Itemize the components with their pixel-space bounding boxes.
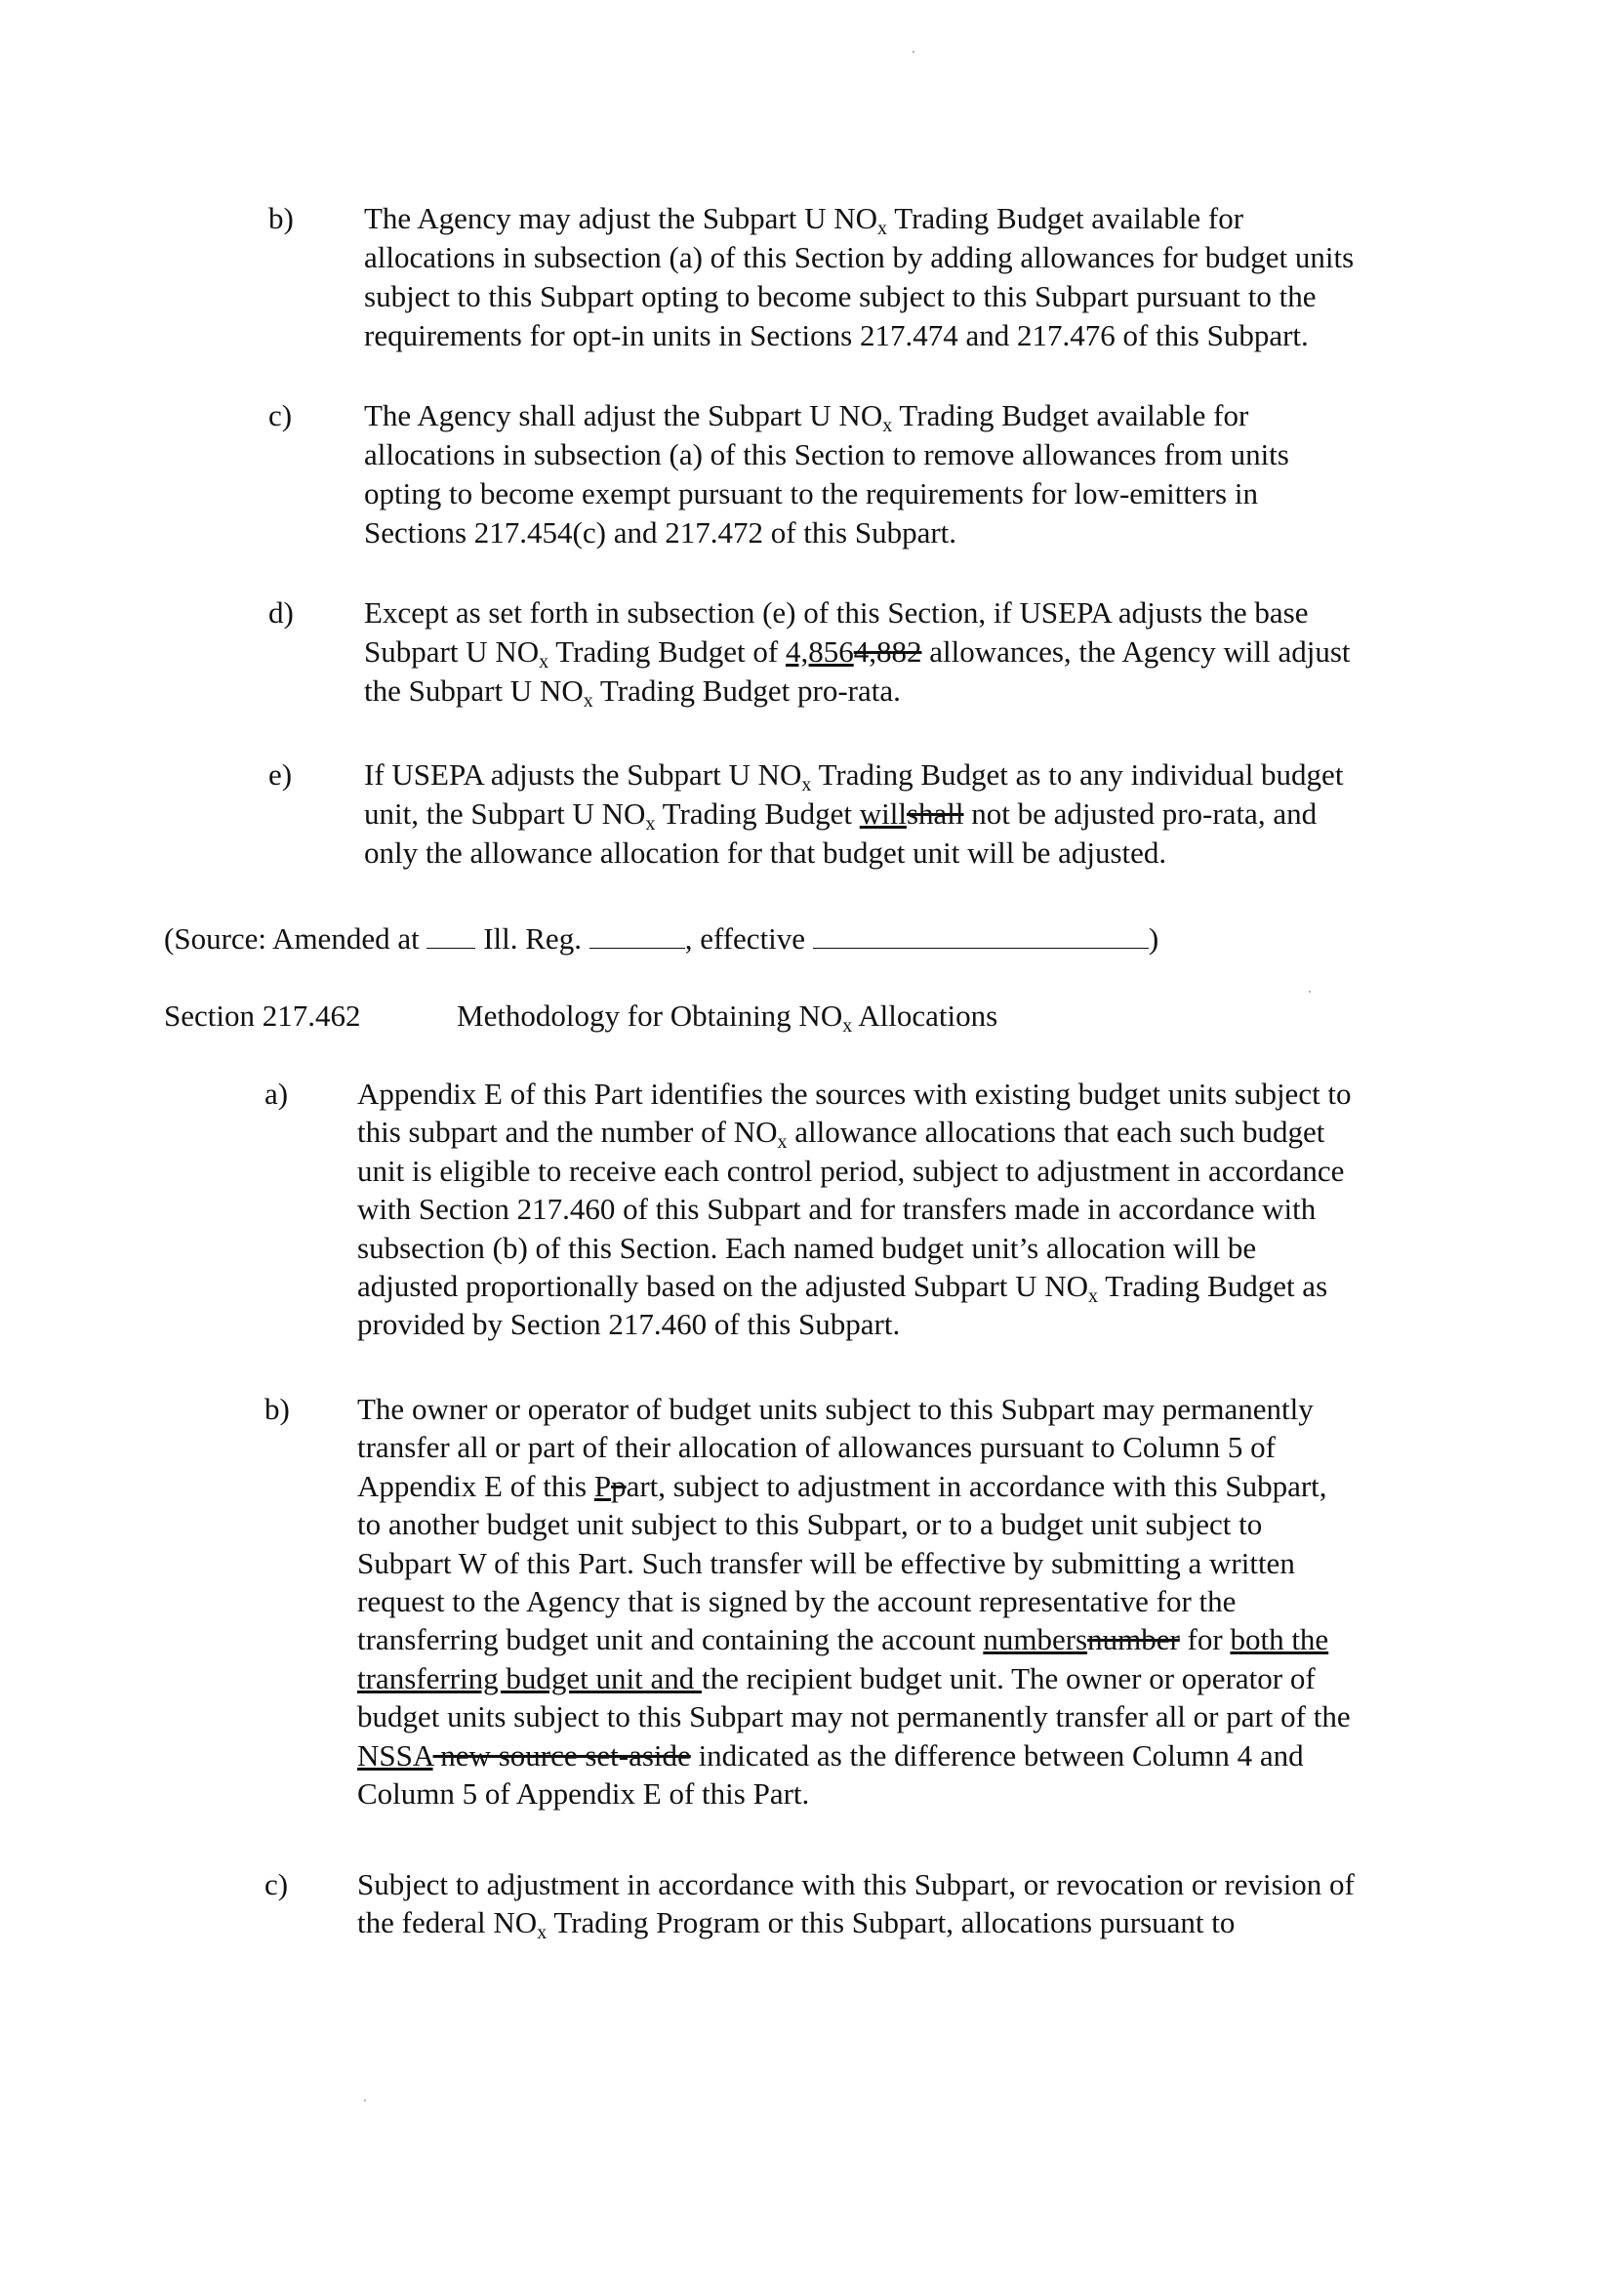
- paragraph-label: c): [264, 1867, 289, 1901]
- text-run: Subpart U NO: [364, 634, 540, 669]
- source-reg: Ill. Reg.: [475, 921, 589, 956]
- paragraph-body: [357, 1865, 1355, 1942]
- inserted-text: P: [593, 1468, 612, 1503]
- text-run: Trading Budget pro-rata.: [592, 673, 901, 708]
- text-line: [357, 1774, 1351, 1813]
- text-run: Trading Budget available for: [887, 201, 1244, 235]
- section-heading: [164, 997, 997, 1035]
- paragraph-label: d): [268, 595, 294, 630]
- text-run: unit, the Subpart U NO: [364, 796, 646, 831]
- text-line: [357, 1152, 1352, 1190]
- text-line: [357, 1544, 1351, 1582]
- text-run: adjusted proportionally based on the adjusted Subpart U NO: [357, 1269, 1089, 1304]
- deleted-text: new source set-aside: [432, 1737, 691, 1773]
- text-line: [357, 1267, 1352, 1308]
- text-run: Trading Budget available for: [892, 398, 1249, 432]
- deleted-text: number: [1087, 1622, 1180, 1657]
- text-run: Trading Budget as to any individual budget: [811, 757, 1344, 792]
- text-line: [357, 1075, 1352, 1113]
- text-run: Trading Budget: [655, 796, 860, 831]
- blank-volume[interactable]: [426, 921, 475, 949]
- paragraph-label: c): [268, 398, 293, 432]
- paragraph-body: [364, 396, 1289, 552]
- text-run: the federal NO: [357, 1905, 538, 1940]
- text-run: Sections 217.454(c) and 217.472 of this Subpart.: [364, 515, 957, 550]
- text-run: transferring budget unit and containing the account: [357, 1622, 984, 1657]
- text-line: [357, 1305, 1352, 1343]
- subscript: x: [801, 774, 812, 795]
- text-run: allocations in subsection (a) of this Section by adding allowances for budget units: [364, 240, 1355, 274]
- text-run: Trading Budget of: [548, 634, 786, 669]
- text-run: Subpart W of this Part. Such transfer will be effective by submitting a written: [357, 1545, 1295, 1580]
- paragraph-body: [364, 755, 1343, 873]
- inserted-text: 4,856: [785, 634, 854, 669]
- paragraph-body: [364, 593, 1351, 711]
- text-run: Trading Program or this Subpart, allocations pursuant to: [547, 1905, 1236, 1940]
- text-run: The Agency shall adjust the Subpart U NO: [364, 398, 883, 432]
- source-note: [164, 919, 1158, 958]
- paragraph-body: [357, 1075, 1352, 1344]
- text-line: [364, 593, 1351, 632]
- text-run: requirements for opt-in units in Sections 217.474 and 217.476 of this Subpart.: [364, 318, 1309, 352]
- text-line: [357, 1582, 1351, 1620]
- blank-effective-date[interactable]: [813, 921, 1149, 949]
- text-line: [364, 672, 1351, 711]
- inserted-text: NSSA: [357, 1737, 433, 1773]
- text-run: with Section 217.460 of this Subpart and for transfers made in accordance with: [357, 1192, 1317, 1227]
- text-run: The Agency may adjust the Subpart U NO: [364, 201, 878, 235]
- text-line: [357, 1190, 1352, 1228]
- subscript: x: [583, 690, 593, 712]
- subscript: x: [1088, 1285, 1099, 1308]
- text-run: for: [1179, 1622, 1231, 1657]
- text-line: [364, 396, 1289, 435]
- deleted-text: 4,882: [853, 634, 922, 669]
- source-close: ): [1148, 921, 1159, 956]
- text-line: [364, 834, 1343, 873]
- subscript: x: [645, 813, 656, 835]
- text-run: Appendix E of this Part identifies the sources with existing budget units subject to: [357, 1077, 1352, 1111]
- text-run: request to the Agency that is signed by the account representative for the: [357, 1584, 1237, 1619]
- text-line: [364, 277, 1354, 316]
- subscript: x: [877, 218, 888, 239]
- inserted-text: numbers: [983, 1622, 1088, 1657]
- text-run: budget units subject to this Subpart may not permanently transfer all or part of the: [357, 1699, 1351, 1734]
- scan-speck: [1309, 991, 1311, 993]
- text-line: [357, 1467, 1351, 1505]
- text-run: only the allowance allocation for that budget unit will be adjusted.: [364, 835, 1167, 870]
- scan-speck: [364, 2099, 366, 2101]
- text-line: [364, 316, 1354, 355]
- paragraph-label: e): [268, 757, 293, 792]
- text-run: transfer all or part of their allocation of allowances pursuant to Column 5 of: [357, 1430, 1276, 1465]
- paragraph-label: b): [268, 201, 294, 235]
- paragraph-body: [364, 199, 1354, 355]
- text-line: [364, 199, 1354, 238]
- text-run: this subpart and the number of NO: [357, 1115, 778, 1150]
- deleted-text: shall: [906, 796, 964, 831]
- text-run: subject to this Subpart opting to become subject to this Subpart pursuant to the: [364, 279, 1317, 313]
- subscript: x: [777, 1131, 788, 1154]
- text-run: The owner or operator of budget units subject to this Subpart may permanently: [357, 1392, 1314, 1426]
- text-run: Subject to adjustment in accordance with this Subpart, or revocation or revision of: [357, 1867, 1355, 1901]
- blank-page[interactable]: [589, 921, 685, 949]
- text-run: art, subject to adjustment in accordance with this Subpart,: [626, 1468, 1327, 1503]
- text-line: [357, 1903, 1355, 1944]
- text-run: opting to become exempt pursuant to the requirements for low-emitters in: [364, 476, 1258, 510]
- text-line: [357, 1697, 1351, 1735]
- text-line: [364, 795, 1343, 834]
- text-line: [357, 1428, 1351, 1466]
- text-run: the Subpart U NO: [364, 673, 584, 708]
- subscript: x: [539, 651, 549, 672]
- text-line: [357, 1620, 1351, 1658]
- text-run: provided by Section 217.460 of this Subpart.: [357, 1307, 901, 1342]
- text-run: Trading Budget as: [1098, 1269, 1328, 1304]
- text-run: Appendix E of this: [357, 1468, 594, 1503]
- subscript: x: [537, 1922, 548, 1944]
- inserted-text: transferring budget unit and: [357, 1660, 702, 1695]
- text-run: If USEPA adjusts the Subpart U NO: [364, 757, 802, 792]
- text-line: [364, 238, 1354, 277]
- source-effective: , effective: [684, 921, 813, 956]
- inserted-text: both the: [1230, 1622, 1329, 1657]
- inserted-text: will: [859, 796, 907, 831]
- text-run: allowances, the Agency will adjust: [921, 634, 1351, 669]
- text-run: unit is eligible to receive each control period, subject to adjustment in accordance: [357, 1153, 1345, 1188]
- scan-speck: [913, 51, 914, 53]
- text-line: [357, 1229, 1352, 1267]
- section-number: Section 217.462: [164, 998, 361, 1033]
- text-line: [364, 474, 1289, 513]
- text-run: to another budget unit subject to this Subpart, or to a budget unit subject to: [357, 1507, 1263, 1542]
- deleted-text: p: [611, 1468, 627, 1503]
- text-run: Except as set forth in subsection (e) of this Section, if USEPA adjusts the base: [364, 595, 1309, 630]
- text-run: subsection (b) of this Section. Each named budget unit’s allocation will be: [357, 1230, 1257, 1265]
- paragraph-body: [357, 1390, 1351, 1813]
- text-line: [357, 1736, 1351, 1774]
- text-line: [357, 1390, 1351, 1428]
- text-line: [364, 632, 1351, 672]
- text-line: [364, 755, 1343, 795]
- text-line: [357, 1113, 1352, 1154]
- text-run: Column 5 of Appendix E of this Part.: [357, 1776, 810, 1812]
- paragraph-label: b): [264, 1392, 290, 1426]
- section-title: Methodology for Obtaining $NO_x$ Allocations: [457, 998, 998, 1037]
- paragraph-label: a): [264, 1077, 289, 1111]
- source-open: (Source: Amended at: [164, 921, 427, 956]
- text-line: [364, 513, 1289, 552]
- text-run: not be adjusted pro-rata, and: [963, 796, 1318, 831]
- text-run: indicated as the difference between Column 4 and: [690, 1737, 1304, 1773]
- text-line: [357, 1659, 1351, 1697]
- text-line: [364, 435, 1289, 474]
- text-run: the recipient budget unit. The owner or operator of: [701, 1660, 1316, 1695]
- text-line: [357, 1865, 1355, 1903]
- text-line: [357, 1505, 1351, 1543]
- subscript: x: [882, 415, 893, 436]
- text-run: allowance allocations that each such budget: [787, 1115, 1325, 1150]
- text-run: allocations in subsection (a) of this Section to remove allowances from units: [364, 437, 1289, 471]
